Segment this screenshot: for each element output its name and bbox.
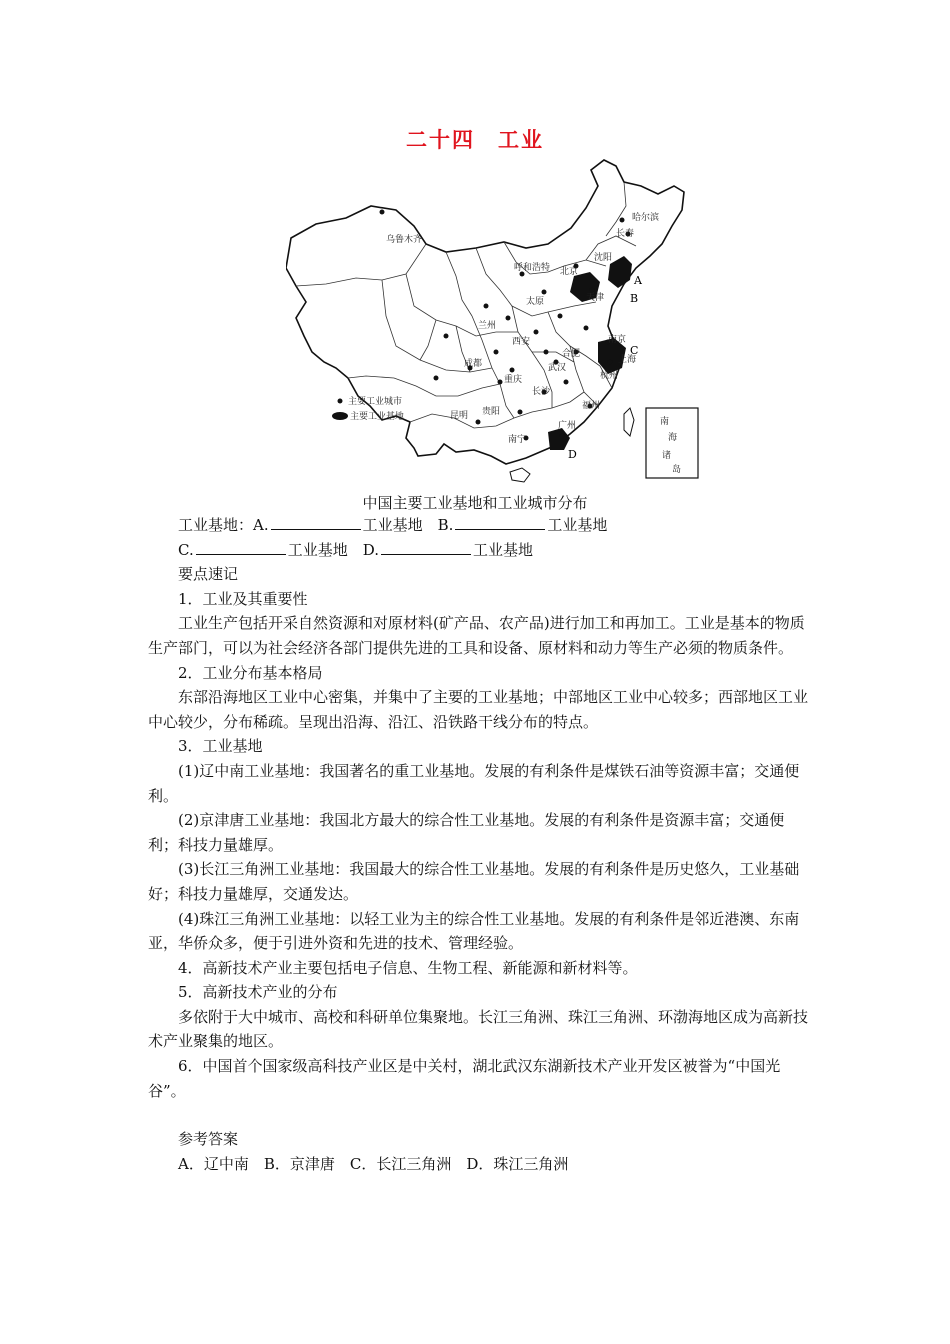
exercise-line-2: C. 工业基地 D. 工业基地 bbox=[178, 540, 533, 559]
item-paragraph: 工业生产包括开采自然资源和对原材料(矿产品、农产品)进行加工和再加工。工业是基本的物质生产部门，可以为社会经济各部门提供先进的工具和设备、原材料和动力等生产必须的物质条件。 bbox=[148, 614, 805, 657]
city-label: 广州 bbox=[558, 421, 577, 431]
city-label: 长沙 bbox=[532, 387, 551, 397]
taiwan-island bbox=[624, 408, 634, 436]
base-letter-c: C bbox=[630, 344, 639, 357]
legend-base-label: 主要工业基地 bbox=[350, 412, 405, 422]
base-letter-b: B bbox=[630, 292, 639, 305]
city-label: 乌鲁木齐 bbox=[386, 235, 423, 245]
city-label: 太原 bbox=[526, 297, 545, 307]
city-label: 福州 bbox=[582, 401, 601, 411]
base-letter-a: A bbox=[634, 274, 642, 287]
province-borders bbox=[296, 182, 639, 428]
answer-line: A．辽中南 B．京津唐 C．长江三角洲 D．珠江三角洲 bbox=[178, 1154, 569, 1173]
blank-b[interactable] bbox=[455, 515, 545, 530]
base-letter-d: D bbox=[568, 448, 577, 461]
city-label: 南宁 bbox=[508, 435, 527, 445]
city-label: 武汉 bbox=[548, 363, 567, 373]
city-labels bbox=[386, 211, 659, 445]
legend-city-label: 主要工业城市 bbox=[348, 397, 403, 407]
item-paragraph: 东部沿海地区工业中心密集，并集中了主要的工业基地；中部地区工业中心较多；西部地区工业中心较少，分布稀疏。呈现出沿海、沿江、沿铁路干线分布的特点。 bbox=[148, 688, 809, 731]
section-title: 要点速记 bbox=[178, 565, 239, 584]
item-heading: 2．工业分布基本格局 bbox=[178, 663, 323, 682]
city-label: 成都 bbox=[464, 359, 483, 369]
map-legend bbox=[332, 395, 404, 422]
item-heading: 1．工业及其重要性 bbox=[178, 589, 308, 608]
hainan-island bbox=[510, 468, 530, 482]
city-label: 沈阳 bbox=[594, 253, 613, 263]
map-caption: 中国主要工业基地和工业城市分布 bbox=[362, 494, 588, 512]
base-d-region bbox=[548, 428, 570, 450]
item-heading: 6．中国首个国家级高科技产业区是中关村，湖北武汉东湖新技术产业开发区被誉为“中国光谷”。 bbox=[148, 1057, 781, 1100]
inset-label: 岛 bbox=[672, 465, 682, 475]
city-label: 哈尔滨 bbox=[632, 213, 660, 223]
item-paragraph: (4)珠江三角洲工业基地：以轻工业为主的综合性工业基地。发展的有利条件是邻近港澳、东南亚，华侨众多，便于引进外资和先进的技术、管理经验。 bbox=[148, 909, 800, 953]
city-label: 贵阳 bbox=[482, 407, 501, 417]
item-paragraph: (3)长江三角洲工业基地：我国最大的综合性工业基地。发展的有利条件是历史悠久，工业基础好；科技力量雄厚，交通发达。 bbox=[148, 860, 800, 903]
legend-base-symbol bbox=[332, 412, 348, 420]
city-label: 合肥 bbox=[562, 349, 581, 359]
city-label: 南京 bbox=[608, 335, 627, 345]
item-paragraph: 多依附于大中城市、高校和科研单位集聚地。长江三角洲、珠江三角洲、环渤海地区成为高新技术产业聚集的地区。 bbox=[148, 1007, 809, 1051]
city-label: 西安 bbox=[512, 337, 531, 347]
document-body bbox=[148, 513, 810, 1176]
blank-d[interactable] bbox=[381, 540, 471, 555]
item-heading: 5．高新技术产业的分布 bbox=[178, 983, 338, 1002]
item-heading: 3．工业基地 bbox=[178, 737, 263, 756]
city-label: 长春 bbox=[616, 229, 635, 239]
legend-city-symbol bbox=[338, 399, 343, 404]
city-label: 上海 bbox=[618, 355, 637, 365]
city-label: 北京 bbox=[560, 267, 579, 277]
answer-title: 参考答案 bbox=[178, 1130, 239, 1149]
city-label: 杭州 bbox=[600, 371, 619, 381]
china-industry-map bbox=[286, 156, 706, 486]
page-title: 二十四 工业 bbox=[406, 127, 544, 152]
south-china-sea-inset bbox=[646, 408, 698, 478]
inset-label: 南 bbox=[660, 417, 670, 427]
blank-a[interactable] bbox=[271, 515, 361, 530]
city-label: 兰州 bbox=[478, 321, 497, 331]
item-heading: 4．高新技术产业主要包括电子信息、生物工程、新能源和新材料等。 bbox=[178, 958, 638, 977]
city-label: 重庆 bbox=[504, 375, 523, 385]
city-label: 昆明 bbox=[450, 411, 469, 421]
city-label: 呼和浩特 bbox=[514, 263, 551, 273]
city-label: 天津 bbox=[586, 293, 605, 303]
inset-label: 海 bbox=[668, 433, 678, 443]
inset-label: 诸 bbox=[662, 451, 672, 461]
exercise-line-1: 工业基地：A. 工业基地 B. 工业基地 bbox=[178, 516, 608, 534]
item-paragraph: (2)京津唐工业基地：我国北方最大的综合性工业基地。发展的有利条件是资源丰富；交通便利；科技力量雄厚。 bbox=[148, 811, 785, 854]
blank-c[interactable] bbox=[196, 540, 286, 555]
item-paragraph: (1)辽中南工业基地：我国著名的重工业基地。发展的有利条件是煤铁石油等资源丰富；交通便利。 bbox=[148, 761, 800, 805]
